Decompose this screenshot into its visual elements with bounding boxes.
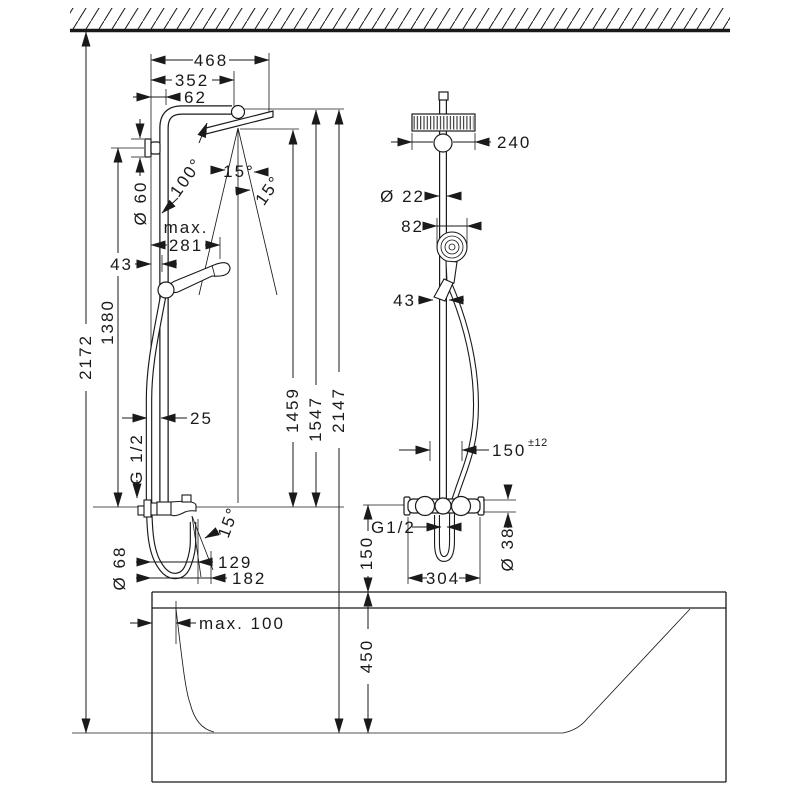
valve-center [435, 498, 451, 514]
dim-thread-side: G 1/2 [127, 433, 146, 485]
dim-connection-span: 150 [492, 441, 527, 460]
dim-pipe-diameter: Ø 22 [380, 187, 425, 206]
dim-spout-projection-total: 182 [232, 569, 267, 588]
dim-tub-depth: 450 [357, 638, 376, 674]
thermostat-valve-front [404, 497, 484, 516]
dim-slider-max-value: 281 [168, 236, 204, 255]
dim-handshower-diameter: 82 [401, 217, 424, 236]
dim-width-total: 468 [193, 51, 229, 70]
dim-escutcheon-diameter: Ø 68 [110, 545, 129, 591]
wall-bracket-side [145, 139, 160, 157]
temperature-handle [416, 497, 435, 516]
tub-inner-profile-right [563, 609, 690, 733]
dim-spout-projection: 129 [218, 553, 253, 572]
dim-offset-hose: 25 [190, 409, 213, 428]
dim-thread-front: G1/2 [371, 518, 416, 537]
front-view-fixture [404, 92, 484, 559]
dim-head-angle: 100° [166, 154, 207, 201]
dim-offset-wall-pipe: 62 [184, 88, 207, 107]
dim-height-head-underside: 1459 [283, 387, 302, 433]
dim-width-arm: 352 [174, 71, 210, 90]
ball-joint-front [434, 134, 452, 152]
dim-height-head-to-tub: 2147 [329, 387, 348, 433]
dim-rim-inset: max. 100 [199, 614, 285, 633]
dim-head-width: 240 [497, 133, 532, 152]
ceiling-hatch [70, 8, 730, 31]
dim-offset-slider: 43 [110, 255, 133, 274]
dim-holder-offset: 43 [393, 291, 416, 310]
dim-spout-angle: 15° [214, 504, 243, 541]
dim-connection-span-tolerance: ±12 [528, 437, 548, 449]
dim-bracket-diameter: Ø 60 [131, 180, 150, 226]
dim-valve-above-rim: 150 [357, 535, 376, 571]
slider-holder-front [434, 279, 453, 301]
dim-spray-angle-right: 15° [251, 171, 286, 209]
volume-handle [452, 497, 471, 516]
bathtub [72, 592, 726, 782]
dim-height-bracket: 1380 [98, 299, 117, 345]
pipe-top-cap [439, 92, 448, 100]
dim-slider-max-label: max. [163, 218, 209, 237]
dim-height-room: 2172 [76, 334, 95, 380]
dim-spray-angle-left: 15° [223, 162, 255, 181]
diverter-knob [182, 495, 191, 502]
tub-spout [171, 501, 196, 516]
hand-shower-side [158, 263, 230, 298]
spray-face-hatch [414, 116, 474, 130]
dim-height-head-top: 1547 [306, 396, 325, 442]
ball-joint-side [232, 106, 245, 119]
hand-shower-hose-side [149, 297, 193, 576]
dim-valve-width: 304 [425, 569, 461, 588]
dim-valve-diameter: Ø 38 [498, 526, 517, 572]
